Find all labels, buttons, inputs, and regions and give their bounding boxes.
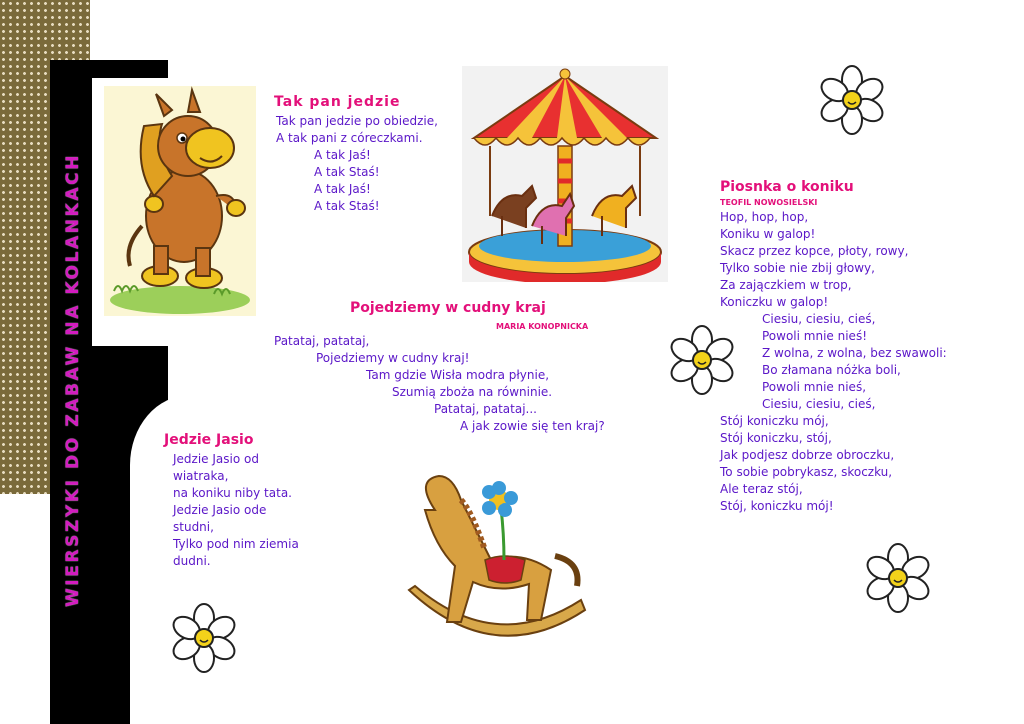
- poem-title-jedzie-jasio: Jedzie Jasio: [164, 432, 254, 448]
- poem-line: studni,: [173, 520, 214, 534]
- poem-line: A tak Staś!: [314, 199, 380, 213]
- poem-tak-pan-jedzie: [276, 113, 438, 215]
- poem-line: Skacz przez kopce, płoty, rowy,: [720, 244, 909, 258]
- poem-line: A tak Jaś!: [314, 148, 371, 162]
- poem-line: Tam gdzie Wisła modra płynie,: [366, 368, 550, 382]
- poem-title-pojedziemy: Pojedziemy w cudny kraj: [350, 300, 546, 316]
- poem-line: Ciesiu, ciesiu, cieś,: [762, 397, 876, 411]
- poem-line: A tak Jaś!: [314, 182, 371, 196]
- poem-line: Szumią zboża na równinie.: [392, 385, 553, 399]
- poem-line: Stój koniczku mój,: [720, 414, 829, 428]
- poem-line: A tak Staś!: [314, 165, 380, 179]
- poem-title-tak-pan-jedzie: Tak pan jedzie: [274, 94, 401, 110]
- poem-author-konopnicka: MARIA KONOPNICKA: [496, 322, 589, 331]
- poem-jedzie-jasio: [173, 451, 299, 570]
- poem-line: Powoli mnie nieś,: [762, 380, 867, 394]
- poem-line: wiatraka,: [173, 469, 229, 483]
- poem-line: Stój, koniczku mój!: [720, 499, 834, 513]
- daisy-icon: [860, 542, 936, 614]
- poem-line: Koniku w galop!: [720, 227, 816, 241]
- poem-line: dudni.: [173, 554, 211, 568]
- poem-line: Patataj, patataj...: [434, 402, 537, 416]
- poem-line: Ciesiu, ciesiu, cieś,: [762, 312, 876, 326]
- poem-author-nowosielski: TEOFIL NOWOSIELSKI: [720, 198, 818, 207]
- poem-line: Pojedziemy w cudny kraj!: [316, 351, 470, 365]
- poem-line: Bo złamana nóżka boli,: [762, 363, 901, 377]
- carousel-illustration: [462, 66, 668, 282]
- poem-pojedziemy: [274, 333, 605, 435]
- poem-line: Stój koniczku, stój,: [720, 431, 832, 445]
- cartoon-horse-illustration: [104, 86, 256, 316]
- poem-line: A tak pani z córeczkami.: [276, 131, 423, 145]
- poem-line: Jedzie Jasio od: [173, 452, 259, 466]
- poem-line: na koniku niby tata.: [173, 486, 292, 500]
- poem-line: Z wolna, z wolna, bez swawoli:: [762, 346, 947, 360]
- poem-piosnka-o-koniku: [720, 209, 947, 515]
- side-title: WIERSZYKI DO ZABAW NA KOLANKACH: [63, 152, 83, 608]
- daisy-icon: [814, 64, 890, 136]
- poem-line: Tylko sobie nie zbij głowy,: [720, 261, 875, 275]
- poem-title-piosnka-o-koniku: Piosnka o koniku: [720, 179, 854, 195]
- poem-line: Hop, hop, hop,: [720, 210, 809, 224]
- poem-line: Tak pan jedzie po obiedzie,: [276, 114, 438, 128]
- poem-line: Patataj, patataj,: [274, 334, 370, 348]
- poem-line: To sobie pobrykasz, skoczku,: [720, 465, 893, 479]
- poem-line: Powoli mnie nieś!: [762, 329, 867, 343]
- poem-line: Jak podjesz dobrze obroczku,: [720, 448, 895, 462]
- poem-line: Jedzie Jasio ode: [173, 503, 267, 517]
- rocking-horse-illustration: [405, 470, 587, 656]
- poem-line: Tylko pod nim ziemia: [173, 537, 299, 551]
- poem-line: Koniczku w galop!: [720, 295, 829, 309]
- poem-line: A jak zowie się ten kraj?: [460, 419, 605, 433]
- daisy-icon: [166, 602, 242, 674]
- poem-line: Za zajączkiem w trop,: [720, 278, 852, 292]
- poem-line: Ale teraz stój,: [720, 482, 803, 496]
